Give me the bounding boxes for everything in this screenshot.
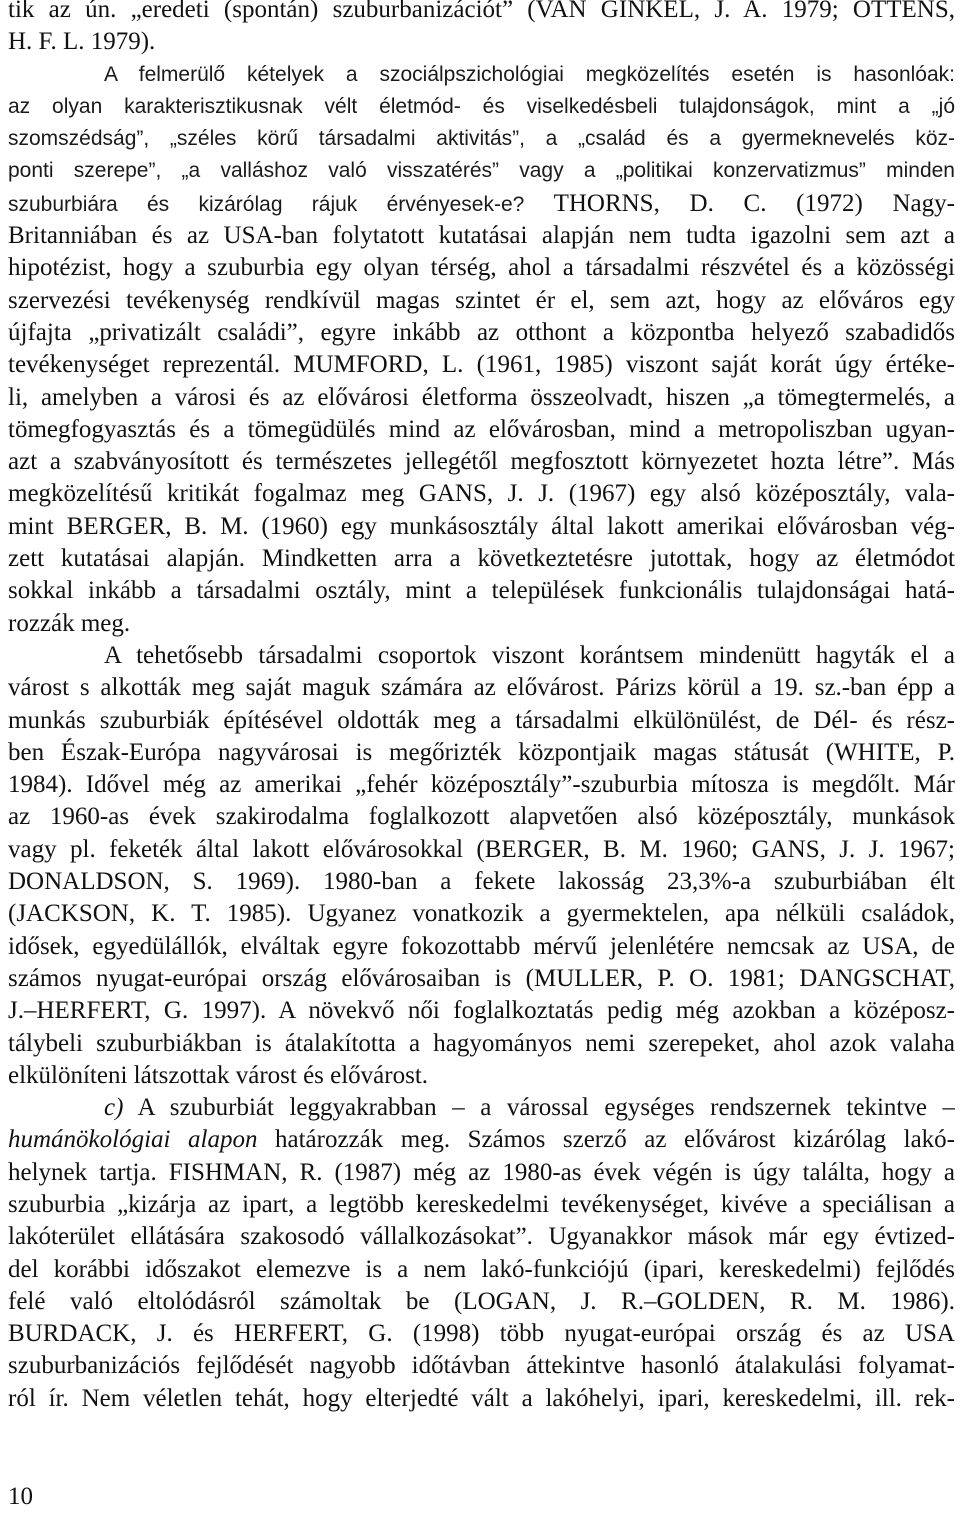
paragraph (8, 59, 955, 640)
text-line: BURDACK, J. és HERFERT, G. (1998) több nyugat-európai ország és az USA (8, 1320, 955, 1348)
text-line: tömegfogyasztás és a tömegüdülés mind az elővárosban, mind a metropoliszban ugyan- (8, 415, 955, 443)
text-line: megközelítésű kritikát fogalmaz meg GANS, J. J. (1967) egy alsó középosztály, vala- (8, 480, 955, 508)
text-line: H. F. L. 1979). (8, 28, 156, 56)
text-line: DONALDSON, S. 1969). 1980-ban a fekete lakosság 23,3%-a szuburbiában élt (8, 868, 955, 896)
text-line: az 1960-as évek szakirodalma foglalkozott alapvetően alsó középosztály, munkások (8, 803, 955, 831)
text-line: J.–HERFERT, G. 1997). A növekvő női foglalkoztatás pedig még azokban a középosz- (8, 997, 955, 1025)
body-text (8, 0, 955, 1415)
text-segment: szuburbiára és kizárólag rájuk érvényesek-e? (8, 192, 525, 216)
text-line: mint BERGER, B. M. (1960) egy munkásosztály által lakott amerikai elővárosban vég- (8, 512, 955, 540)
text-line: szervezési tevékenység rendkívül magas szintet ér el, sem azt, hogy az előváros egy (8, 286, 955, 314)
text-line: tik az ún. „eredeti (spontán) szuburbanizációt” (VAN GINKEL, J. A. 1979; OTTENS, (8, 0, 955, 23)
text-line: ról ír. Nem véletlen tehát, hogy elterjedté vált a lakóhelyi, ipari, kereskedelmi, ill. rek- (8, 1384, 955, 1412)
text-segment: A szuburbiát leggyakrabban – a várossal egységes rendszernek tekintve – (137, 1094, 955, 1122)
text-line: szomszédság”, „széles körű társadalmi aktivitás”, a „család és a gyermeknevelés köz- (8, 127, 955, 151)
text-line: munkás szuburbiák építésével oldották meg a társadalmi elkülönülést, de Dél- és rész- (8, 706, 955, 734)
text-line: szuburbanizációs fejlődését nagyobb időtávban áttekintve hasonló átalakulási folyamat- (8, 1352, 955, 1380)
text-line: tálybeli szuburbiákban is átalakította a hagyományos nemi szerepeket, ahol azok valaha (8, 1029, 955, 1057)
text-line: ben Észak-Európa nagyvárosai is megőrizték központjaik magas státusát (WHITE, P. (8, 738, 955, 766)
text-line: elkülöníteni látszottak várost és elővárost. (8, 1061, 429, 1089)
text-line: vagy pl. feketék által lakott elővárosokkal (BERGER, B. M. 1960; GANS, J. J. 1967; (8, 835, 955, 863)
text-line (8, 188, 955, 220)
text-line: 1984). Idővel még az amerikai „fehér középosztály”-szuburbia mítosza is megdőlt. Már (8, 771, 955, 799)
text-line: sokkal inkább a társadalmi osztály, mint a települések funkcionális tulajdonságai hatá- (8, 577, 955, 605)
text-line: szuburbia „kizárja az ipart, a legtöbb kereskedelmi tevékenységet, kivéve a speciálisan a (8, 1190, 955, 1218)
text-line: (JACKSON, K. T. 1985). Ugyanez vonatkozik a gyermektelen, apa nélküli családok, (8, 900, 955, 928)
text-line: azt a szabványosított és természetes jellegétől megfosztott környezetet hozta létre”. Más (8, 448, 955, 476)
paragraph (8, 0, 955, 59)
text-line: várost s alkották meg saját maguk számára az elővárost. Párizs körül a 19. sz.-ban épp a (8, 674, 955, 702)
text-line: A felmerülő kételyek a szociálpszichológiai megközelítés esetén is hasonlóak: (104, 62, 955, 86)
text-line: A tehetősebb társadalmi csoportok viszont korántsem mindenütt hagyták el a (104, 641, 955, 669)
text-line: zett kutatásai alapján. Mindketten arra a következtetésre jutottak, hogy az életmódot (8, 545, 955, 573)
text-line: rozzák meg. (8, 609, 131, 637)
paragraph (8, 1092, 955, 1415)
text-line: helynek tartja. FISHMAN, R. (1987) még az 1980-as évek végén is úgy találta, hogy a (8, 1158, 955, 1186)
text-line: tevékenységet reprezentál. MUMFORD, L. (1961, 1985) viszont saját korát úgy értéke- (8, 351, 955, 379)
text-line: li, amelyben a városi és az elővárosi életforma összeolvadt, hiszen „a tömegtermelés, a (8, 383, 955, 411)
text-line: lakóterület ellátására szakosodó vállalkozásokat”. Ugyanakkor mások már egy évtized- (8, 1223, 955, 1251)
page-number: 10 (8, 1483, 33, 1510)
text-line: del korábbi időszakot elemezve is a nem lakó-funkciójú (ipari, kereskedelmi) fejlődés (8, 1255, 955, 1283)
text-line: idősek, egyedülállók, elváltak egyre fokozottabb mérvű jelenlétére nemcsak az USA, de (8, 932, 955, 960)
text-segment: THORNS, D. C. (1972) Nagy- (553, 189, 955, 217)
text-line (8, 1124, 955, 1156)
text-line (8, 1092, 955, 1124)
list-marker: c) (104, 1094, 124, 1122)
text-line: ponti szerepe”, „a valláshoz való visszatérés” vagy a „politikai konzervatizmus” minden (8, 159, 955, 183)
paragraph (8, 640, 955, 1092)
text-segment: határozzák meg. Számos szerző az elővárost kizárólag lakó- (275, 1126, 955, 1154)
text-line: hipotézist, hogy a szuburbia egy olyan térség, ahol a társadalmi részvétel és a közösségi (8, 254, 955, 282)
text-line: újfajta „privatizált családi”, egyre inkább az otthont a központba helyező szabadidős (8, 318, 955, 346)
text-line: felé való eltolódásról számoltak be (LOGAN, J. R.–GOLDEN, R. M. 1986). (8, 1287, 955, 1315)
emphasis-text: humánökológiai alapon (8, 1126, 258, 1154)
text-line: az olyan karakterisztikusnak vélt életmód- és viselkedésbeli tulajdonságok, mint a „jó (8, 94, 955, 118)
text-line: Britanniában és az USA-ban folytatott kutatásai alapján nem tudta igazolni sem azt a (8, 222, 955, 250)
text-line: számos nyugat-európai ország elővárosaiban is (MULLER, P. O. 1981; DANGSCHAT, (8, 964, 955, 992)
